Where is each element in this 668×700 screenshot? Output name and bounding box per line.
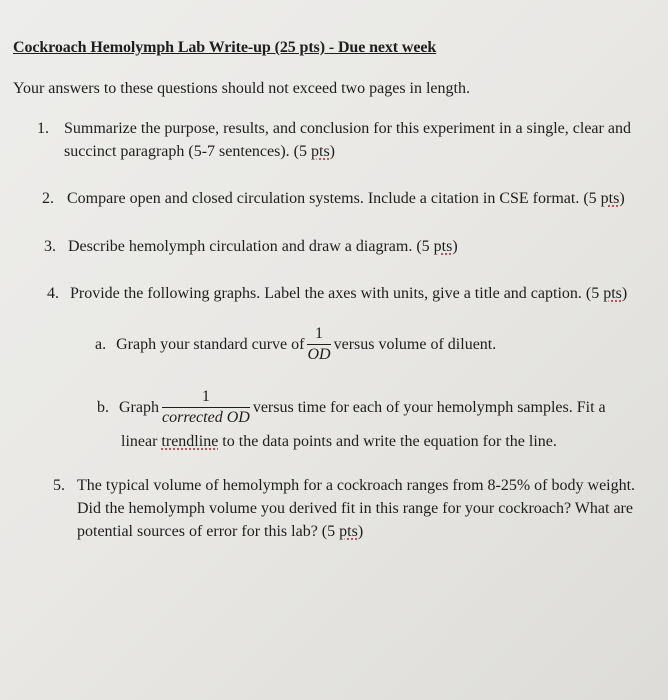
subitem-letter: b. [97, 399, 109, 416]
fraction-denominator: corrected OD [161, 409, 250, 426]
question-5 [53, 474, 653, 546]
question-number: 2. [42, 190, 54, 207]
question-line: succinct paragraph (5-7 sentences). (5 pts) [64, 143, 335, 160]
question-text: Provide the following graphs. Label the axes with units, give a title and caption. (5 pts) [70, 285, 628, 302]
subitem-text-before: Graph your standard curve of [116, 336, 305, 353]
question-line: Did the hemolymph volume you derived fit in this range for your cockroach? What are [77, 500, 633, 517]
question-number: 3. [44, 238, 56, 255]
fraction-one-over-corrected-od [162, 388, 250, 427]
question-number: 4. [47, 285, 59, 302]
intro-text: Your answers to these questions should not exceed two pages in length. [13, 80, 470, 97]
question-number: 1. [37, 120, 49, 137]
subitem-letter: a. [95, 336, 107, 353]
subitem-b [97, 388, 657, 452]
question-text: Describe hemolymph circulation and draw a diagram. (5 pts) [68, 238, 458, 255]
subitem-text-before: Graph [119, 399, 159, 416]
question-text [64, 117, 631, 163]
question-text: Compare open and closed circulation systems. Include a citation in CSE format. (5 pts) [67, 190, 625, 207]
subitem-a [95, 325, 615, 367]
fraction-denominator: OD [307, 346, 331, 363]
question-2 [42, 187, 662, 211]
question-number: 5. [53, 477, 65, 494]
fraction-one-over-od [307, 325, 330, 364]
fraction-numerator: 1 [162, 388, 250, 408]
subitem-text-after: versus time for each of your hemolymph samples. Fit a [252, 399, 606, 416]
subitem-text-after: versus volume of diluent. [333, 336, 497, 353]
question-line: Summarize the purpose, results, and conclusion for this experiment in a single, clear and [64, 120, 631, 137]
question-line: potential sources of error for this lab? (5 pts) [77, 523, 364, 540]
question-4 [47, 282, 647, 306]
document-title: Cockroach Hemolymph Lab Write-up (25 pts) - Due next week [13, 39, 437, 56]
question-1 [37, 117, 657, 165]
question-line: The typical volume of hemolymph for a cockroach ranges from 8-25% of body weight. [77, 477, 636, 494]
fraction-numerator: 1 [307, 325, 330, 345]
subitem-text-line2: linear trendline to the data points and write the equation for the line. [121, 433, 557, 450]
question-3 [44, 235, 644, 259]
